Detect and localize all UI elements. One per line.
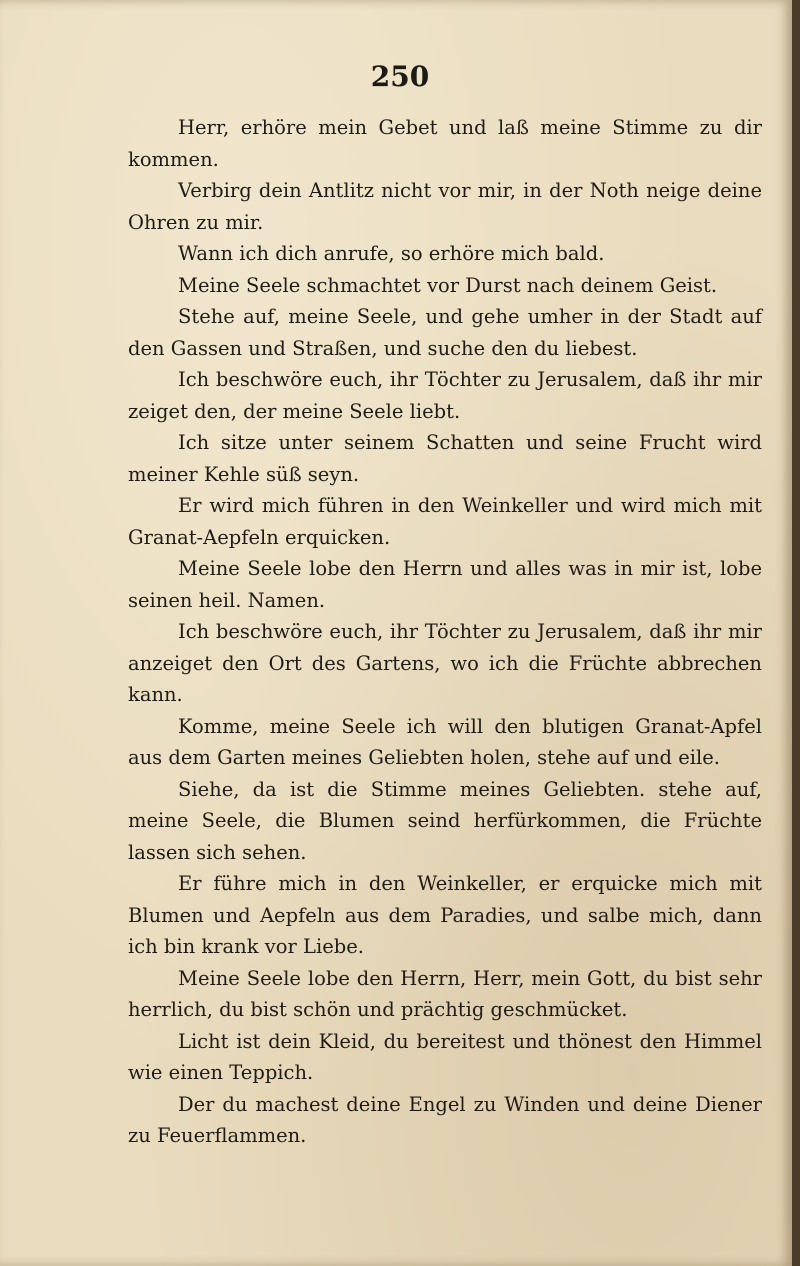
- verse: Verbirg dein Antlitz nicht vor mir, in der Noth neige deine Ohren zu mir.: [128, 179, 762, 234]
- verse: Meine Seele lobe den Herrn, Herr, mein Gott, du bist sehr herrlich, du bist schön und prächtig geschmücket.: [128, 966, 762, 1021]
- page-text: [128, 112, 762, 1152]
- book-edge: [792, 0, 800, 1266]
- verse: Stehe auf, meine Seele, und gehe umher in der Stadt auf den Gassen und Straßen, und suche den du liebest.: [128, 305, 762, 360]
- verse: Ich beschwöre euch, ihr Töchter zu Jerusalem, daß ihr mir zeiget den, der meine Seele liebt.: [128, 368, 762, 423]
- verse: Der du machest deine Engel zu Winden und deine Diener zu Feuerflammen.: [128, 1092, 762, 1147]
- verse: Er führe mich in den Weinkeller, er erquicke mich mit Blumen und Aepfeln aus dem Paradies, und salbe mich, dann ich bin krank vor Liebe.: [128, 872, 762, 958]
- verse: Wann ich dich anrufe, so erhöre mich bald.: [178, 242, 605, 265]
- verse: Herr, erhöre mein Gebet und laß meine Stimme zu dir kommen.: [128, 116, 762, 171]
- verse: Ich beschwöre euch, ihr Töchter zu Jerusalem, daß ihr mir anzeiget den Ort des Gartens, wo ich die Früchte abbrechen kann.: [128, 620, 762, 706]
- verse: Komme, meine Seele ich will den blutigen Granat-Apfel aus dem Garten meines Geliebten holen, stehe auf und eile.: [128, 714, 762, 769]
- verse: Ich sitze unter seinem Schatten und seine Frucht wird meiner Kehle süß seyn.: [128, 431, 762, 486]
- page-number: 250: [370, 60, 430, 93]
- verse: Er wird mich führen in den Weinkeller und wird mich mit Granat-Aepfeln erquicken.: [128, 494, 762, 549]
- verse: Licht ist dein Kleid, du bereitest und thönest den Himmel wie einen Teppich.: [128, 1029, 762, 1084]
- verse: Meine Seele lobe den Herrn und alles was in mir ist, lobe seinen heil. Namen.: [128, 557, 762, 612]
- verse: Siehe, da ist die Stimme meines Geliebten. stehe auf, meine Seele, die Blumen seind herfürkommen, die Früchte lassen sich sehen.: [128, 777, 762, 864]
- verse: Meine Seele schmachtet vor Durst nach deinem Geist.: [178, 273, 718, 297]
